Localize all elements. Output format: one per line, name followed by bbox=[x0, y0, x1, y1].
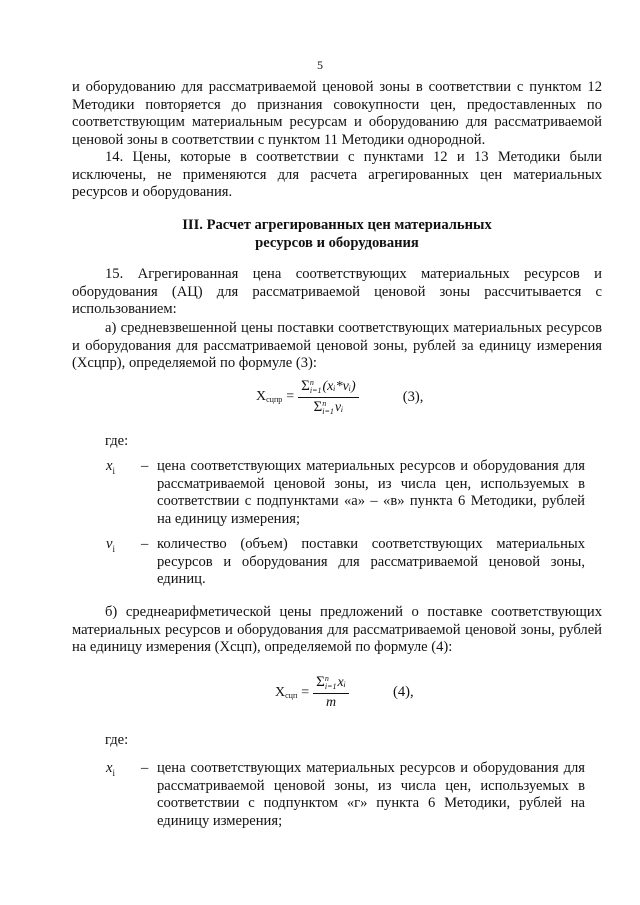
formula-4-lhs: $X_{сцп}$ bbox=[275, 684, 298, 700]
def-vi-dash: – bbox=[141, 536, 149, 552]
paragraph-continuation: и оборудованию для рассматриваемой ценовой зоны в соответствии с пунктом 12 Методики повторяется до признания совокупности цен, предоставленных по соответствующим материальным ресурсам и оборудованию для рассматриваемой ценовой зоны в соответствии с пунктом 11 Методики однородной. bbox=[72, 79, 602, 148]
formula-4-equals: = bbox=[301, 684, 310, 700]
formula-3 bbox=[256, 378, 423, 416]
def-xi2-dash: – bbox=[141, 760, 149, 776]
where-label-2: где: bbox=[105, 732, 129, 748]
def-xi-symbol: $x_i$ bbox=[106, 458, 115, 476]
formula-4-denominator: m bbox=[325, 695, 337, 710]
formula-4 bbox=[275, 674, 414, 711]
def-xi2-text: цена соответствующих материальных ресурсов и оборудования для рассматриваемой ценовой зоны, из числа цен, используемых в соответствии с подпунктом «г» пункта 6 Методики, рублей на единицу измерения; bbox=[157, 760, 585, 829]
formula-3-equals: = bbox=[286, 389, 295, 404]
def-vi-symbol: $v_i$ bbox=[106, 536, 115, 554]
section-heading bbox=[72, 216, 602, 252]
section-heading-line2: ресурсов и оборудования bbox=[255, 235, 419, 251]
formula-3-numerator: Σ n i=1 (xᵢ*vᵢ) bbox=[298, 378, 359, 398]
page-number: 5 bbox=[317, 58, 323, 72]
paragraph-14: 14. Цены, которые в соответствии с пунктами 12 и 13 Методики были исключены, не применяются для расчета агрегированных цен материальных ресурсов и оборудования. bbox=[72, 149, 602, 201]
paragraph-15a: а) средневзвешенной цены поставки соответствующих материальных ресурсов и оборудования для рассматриваемой ценовой зоны, рублей за единицу измерения (Xсцпр), определяемой по формуле (3): bbox=[72, 320, 602, 372]
def-xi-text: цена соответствующих материальных ресурсов и оборудования для рассматриваемой ценовой зоны, из числа цен, используемых в соответствии с подпунктами «а» – «в» пункта 6 Методики, рублей на единицу измерения; bbox=[157, 458, 585, 527]
section-heading-line1: III. Расчет агрегированных цен материальных bbox=[182, 217, 492, 233]
where-label-1: где: bbox=[105, 433, 129, 449]
formula-3-denominator: Σ n i=1 vᵢ bbox=[313, 398, 344, 416]
formula-3-fraction bbox=[298, 378, 359, 416]
formula-4-fraction bbox=[313, 674, 349, 711]
paragraph-15: 15. Агрегированная цена соответствующих материальных ресурсов и оборудования (АЦ) для рассматриваемой ценовой зоны рассчитывается с использованием: bbox=[72, 266, 602, 318]
formula-4-numerator: Σ n i=1 xᵢ bbox=[313, 674, 349, 694]
formula-3-lhs: $X_{сцпр}$ bbox=[256, 389, 283, 404]
def-xi2-symbol: $x_i$ bbox=[106, 760, 115, 778]
def-xi-dash: – bbox=[141, 458, 149, 474]
formula-3-number: (3), bbox=[402, 388, 424, 405]
def-vi-text: количество (объем) поставки соответствующих материальных ресурсов и оборудования для рассматриваемой ценовой зоны, единиц. bbox=[157, 536, 585, 588]
paragraph-15b: б) среднеарифметической цены предложений о поставке соответствующих материальных ресурсов и оборудования для рассматриваемой ценовой зоны, рублей на единицу измерения (Xсцп), определяемой по формуле (4): bbox=[72, 604, 602, 656]
formula-4-number: (4), bbox=[392, 684, 414, 700]
